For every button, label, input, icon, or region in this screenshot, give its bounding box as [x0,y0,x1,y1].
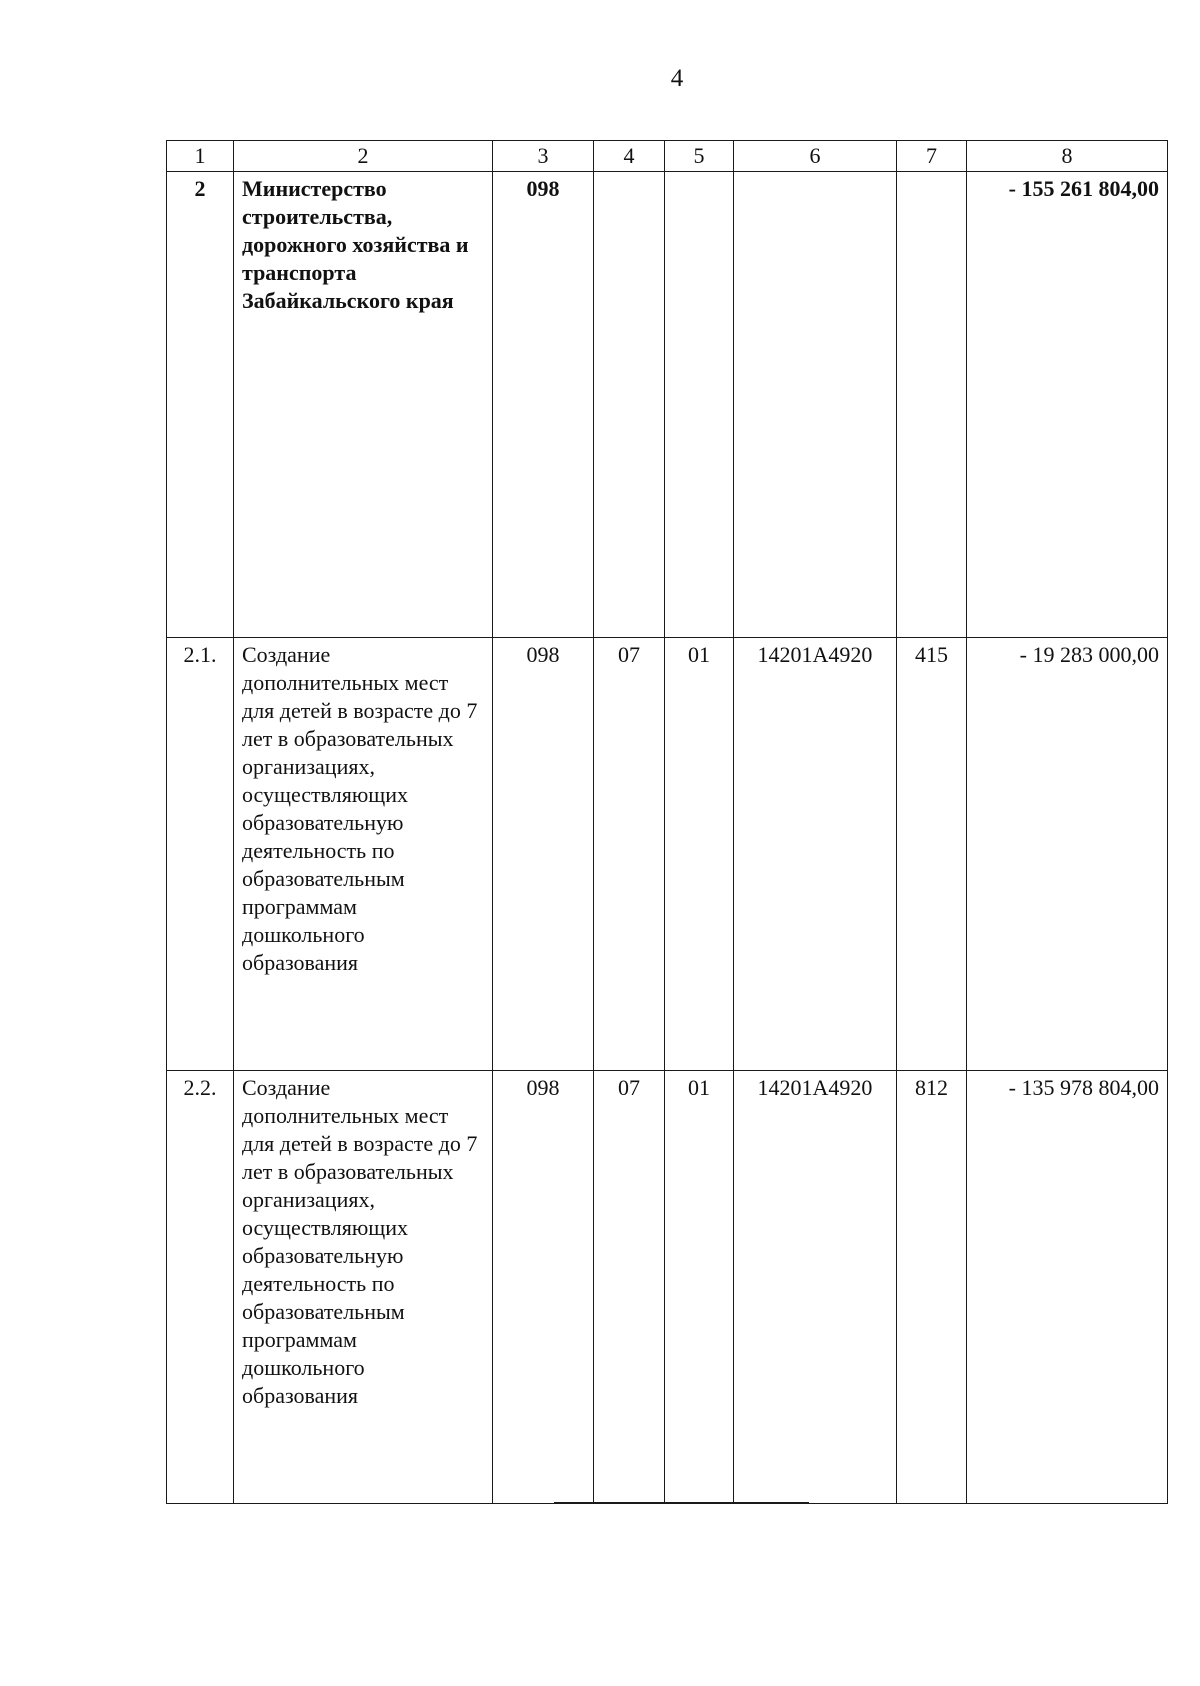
row-name: Создание дополнительных мест для детей в возрасте до 7 лет в образовательных организациях, осуществляющих образовательную деятельность по образовательным программам дошкольного образования [234,638,493,1071]
row-expense-type-code [897,172,967,638]
table-row-ministry [167,172,1168,638]
column-header: 1 [167,141,234,172]
column-header: 4 [594,141,665,172]
row-target-code: 14201A4920 [734,638,897,1071]
table-row [167,638,1168,1071]
row-amount: - 135 978 804,00 [967,1071,1168,1504]
row-target-code [734,172,897,638]
row-grbs-code: 098 [493,172,594,638]
row-section-code [594,172,665,638]
budget-table [166,140,1168,1504]
row-expense-type-code: 415 [897,638,967,1071]
table-header-row [167,141,1168,172]
row-grbs-code: 098 [493,1071,594,1504]
row-target-code: 14201A4920 [734,1071,897,1504]
row-subsection-code [665,172,734,638]
column-header: 3 [493,141,594,172]
row-expense-type-code: 812 [897,1071,967,1504]
column-header: 7 [897,141,967,172]
end-of-document-rule [554,1502,809,1504]
row-number: 2.1. [167,638,234,1071]
column-header: 8 [967,141,1168,172]
page-number: 4 [670,65,684,92]
row-name: Министерство строительства, дорожного хозяйства и транспорта Забайкальского края [234,172,493,638]
table-row [167,1071,1168,1504]
row-amount: - 19 283 000,00 [967,638,1168,1071]
row-grbs-code: 098 [493,638,594,1071]
row-name: Создание дополнительных мест для детей в возрасте до 7 лет в образовательных организациях, осуществляющих образовательную деятельность по образовательным программам дошкольного образования [234,1071,493,1504]
row-number: 2 [167,172,234,638]
row-number: 2.2. [167,1071,234,1504]
row-section-code: 07 [594,638,665,1071]
row-section-code: 07 [594,1071,665,1504]
row-subsection-code: 01 [665,1071,734,1504]
row-amount: - 155 261 804,00 [967,172,1168,638]
column-header: 6 [734,141,897,172]
row-subsection-code: 01 [665,638,734,1071]
column-header: 5 [665,141,734,172]
column-header: 2 [234,141,493,172]
